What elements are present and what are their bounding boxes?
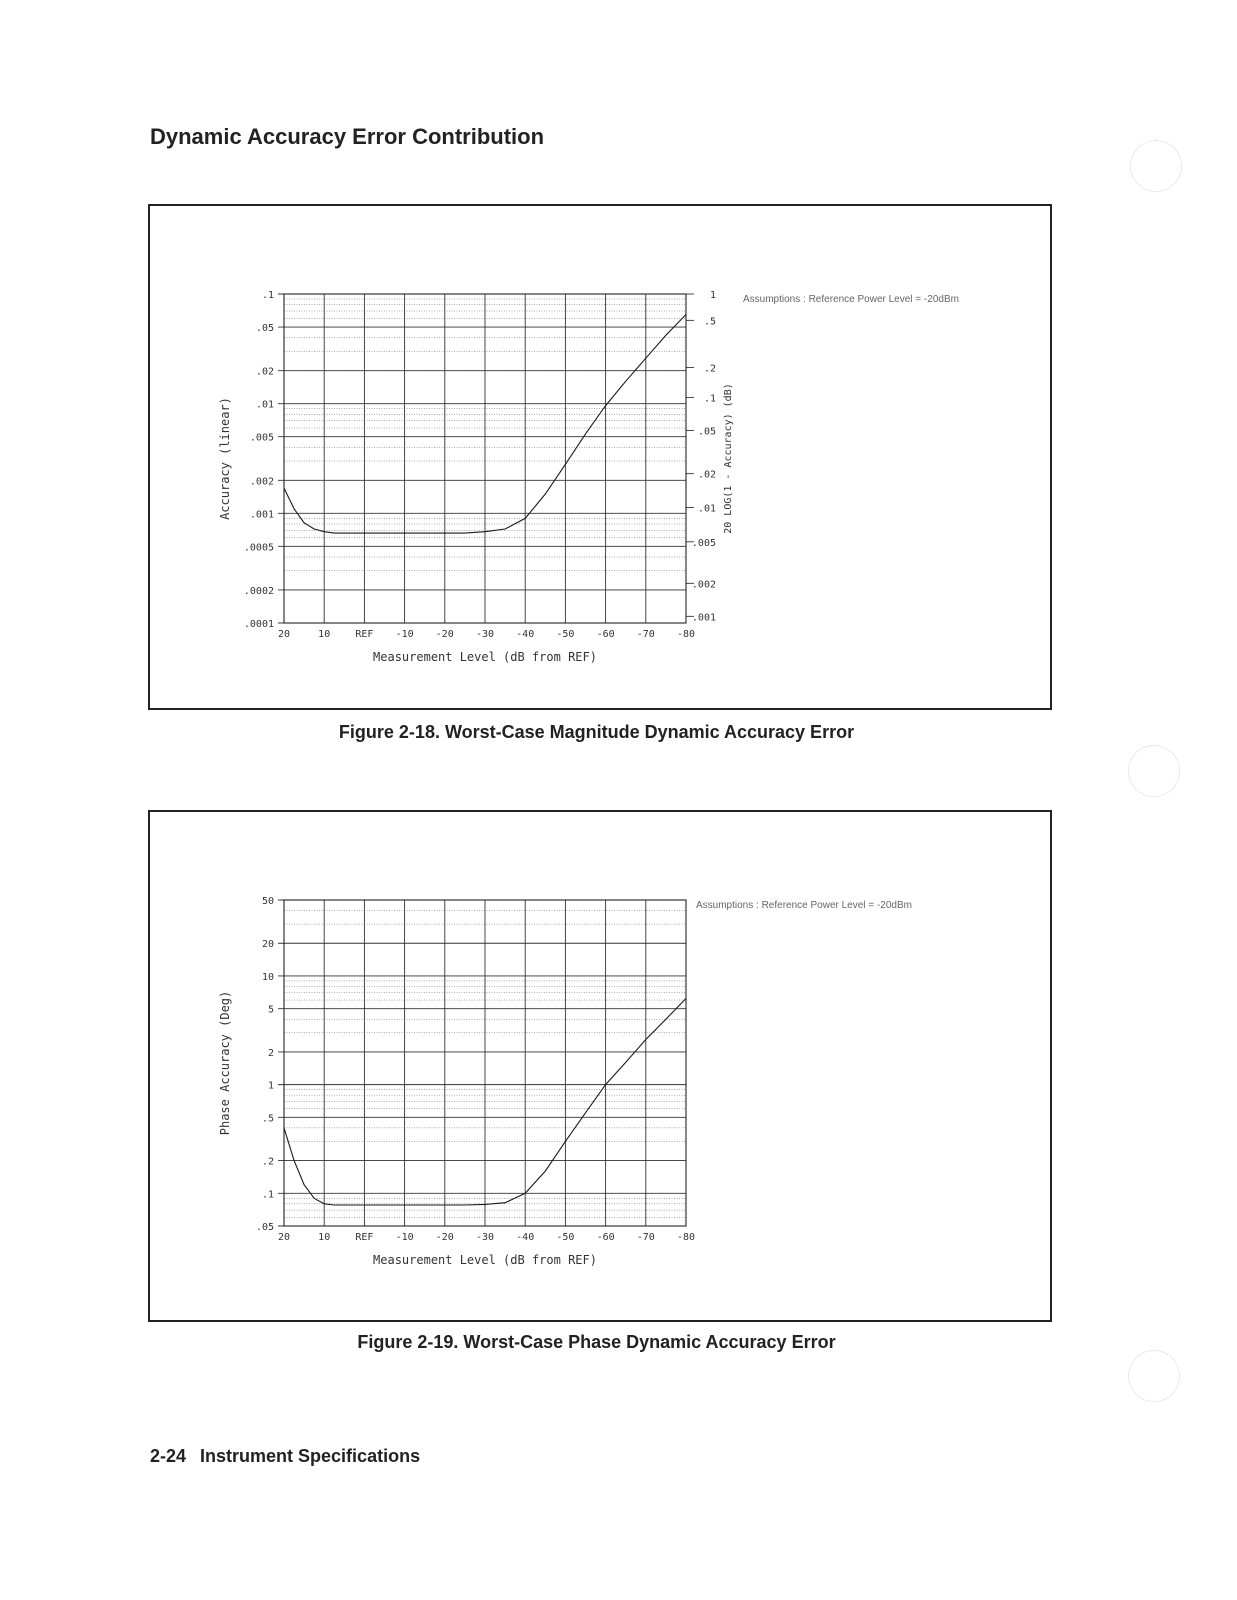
x-tick-label: -80 [676, 629, 696, 640]
phase-accuracy-chart [150, 812, 1050, 1320]
y-axis-label: Phase Accuracy (Deg) [218, 990, 232, 1136]
x-tick-label: 20 [277, 629, 291, 640]
y2-tick-label: .002 [691, 579, 716, 591]
x-tick-label: -50 [556, 1232, 575, 1243]
x-axis-label: Measurement Level (dB from REF) [373, 1253, 597, 1267]
y2-tick-label: .1 [703, 393, 716, 405]
y-tick-label: .0005 [243, 542, 274, 554]
y-tick-label: .2 [261, 1156, 274, 1168]
y-tick-label: 5 [267, 1004, 274, 1016]
x-tick-label: -30 [475, 1232, 495, 1243]
x-tick-label: -70 [636, 629, 655, 640]
y-tick-label: .002 [249, 476, 274, 488]
magnitude-accuracy-chart [150, 206, 1050, 708]
x-tick-label: 20 [277, 1232, 291, 1243]
y2-tick-label: .5 [703, 316, 716, 328]
figure-2-19-caption: Figure 2-19. Worst-Case Phase Dynamic Accuracy Error [357, 1332, 836, 1352]
x-tick-label: -10 [395, 629, 414, 640]
x-tick-label: -80 [676, 1232, 696, 1243]
y-tick-label: 1 [267, 1080, 274, 1092]
y-tick-label: .1 [261, 1189, 274, 1201]
punch-hole-bottom [1128, 1350, 1180, 1402]
y-tick-label: 10 [261, 971, 274, 983]
y2-tick-label: .01 [697, 503, 716, 515]
y-axis-label: Accuracy (linear) [218, 397, 232, 520]
page-footer [150, 1446, 420, 1467]
y-tick-label: .01 [255, 399, 274, 411]
x-tick-label: 10 [318, 1232, 331, 1243]
y-tick-label: 2 [267, 1047, 274, 1059]
y-tick-label: .0002 [243, 585, 274, 597]
x-tick-label: -40 [516, 629, 535, 640]
figure-2-19-frame [148, 810, 1052, 1322]
y2-axis-label: 20 LOG(1 - Accuracy) (dB) [723, 383, 734, 534]
x-tick-label: -10 [395, 1232, 414, 1243]
y-tick-label: .001 [249, 509, 274, 521]
punch-hole-middle [1128, 745, 1180, 797]
figure-2-18-frame [148, 204, 1052, 710]
y2-tick-label: .001 [691, 612, 716, 624]
x-tick-label: -40 [516, 1232, 535, 1243]
page-number: 2-24 [150, 1446, 187, 1466]
y2-tick-label: .2 [703, 363, 716, 375]
y2-tick-label: 1 [709, 290, 716, 301]
y-tick-label: 50 [261, 896, 274, 907]
y-tick-label: .5 [261, 1113, 274, 1125]
x-tick-label: REF [355, 1232, 374, 1243]
y-tick-label: .005 [249, 432, 274, 444]
y-tick-label: .02 [255, 366, 274, 378]
x-tick-label: 10 [318, 629, 331, 640]
x-tick-label: -60 [596, 1232, 615, 1243]
x-tick-label: -20 [435, 1232, 454, 1243]
y2-tick-label: .005 [691, 537, 716, 549]
footer-label: Instrument Specifications [200, 1446, 421, 1466]
x-tick-label: -70 [636, 1232, 655, 1243]
x-tick-label: -30 [475, 629, 495, 640]
assumptions-note: Assumptions : Reference Power Level = -20dBm [743, 294, 959, 305]
y-tick-label: .1 [261, 290, 274, 301]
punch-hole-top [1130, 140, 1182, 192]
figure-2-18-caption: Figure 2-18. Worst-Case Magnitude Dynamic Accuracy Error [338, 722, 855, 742]
y-tick-label: .0001 [243, 619, 274, 630]
section-title: Dynamic Accuracy Error Contribution [150, 124, 545, 149]
y-tick-label: .05 [255, 323, 274, 335]
y2-tick-label: .05 [697, 426, 716, 438]
x-tick-label: -50 [556, 629, 575, 640]
x-tick-label: -60 [596, 629, 615, 640]
y-tick-label: 20 [261, 939, 274, 951]
y-tick-label: .05 [255, 1222, 274, 1233]
x-tick-label: -20 [435, 629, 454, 640]
y2-tick-label: .02 [697, 469, 716, 481]
assumptions-note: Assumptions : Reference Power Level = -20dBm [696, 900, 912, 911]
x-tick-label: REF [355, 629, 374, 640]
x-axis-label: Measurement Level (dB from REF) [373, 650, 597, 664]
